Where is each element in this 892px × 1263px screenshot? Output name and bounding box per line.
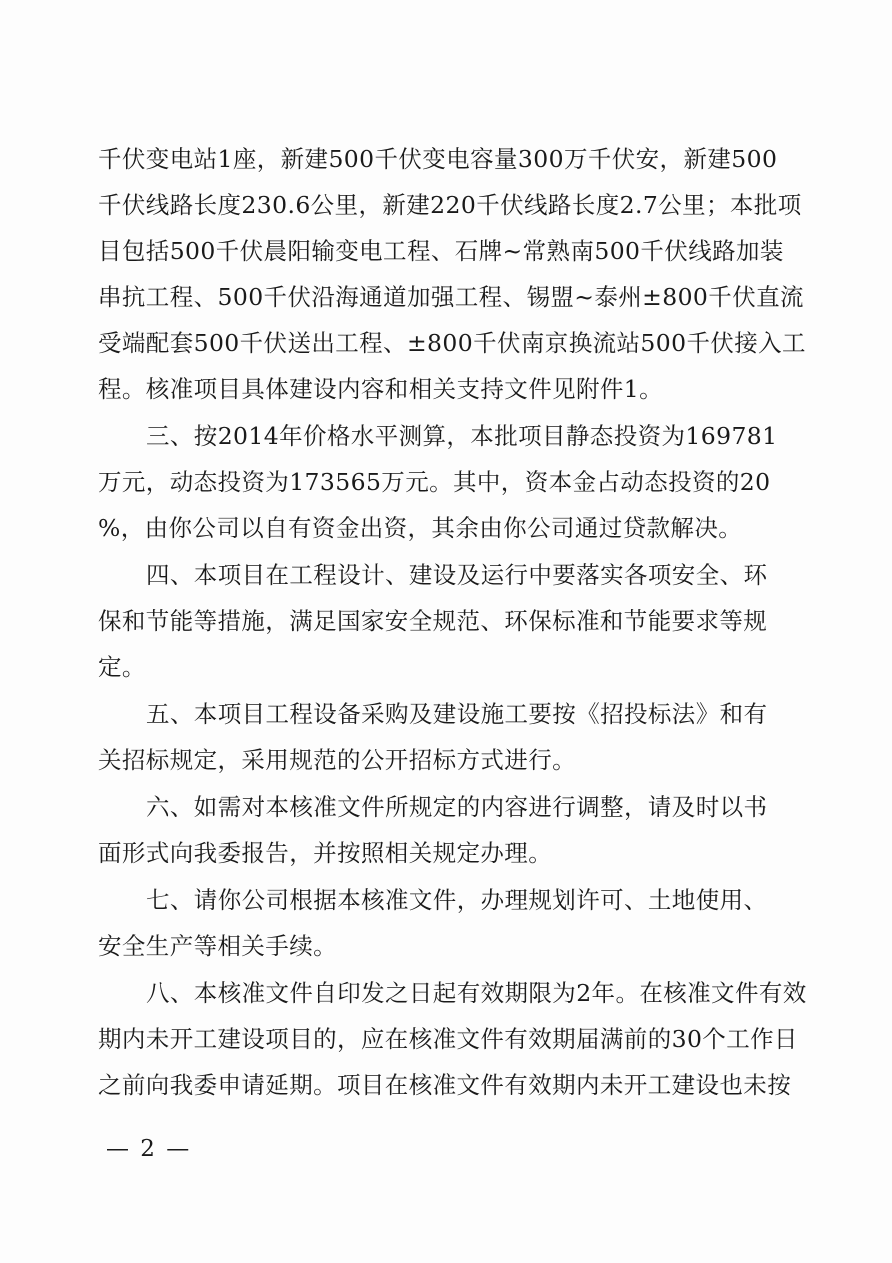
text-line: 程。核准项目具体建设内容和相关支持文件见附件1。	[98, 375, 664, 403]
text-line: 千伏变电站1座，新建500千伏变电容量300万千伏安，新建500	[98, 145, 778, 173]
paragraph-8-start: 八、本核准文件自印发之日起有效期限为2年。在核准文件有效	[146, 979, 807, 1007]
text-line: 关招标规定，采用规范的公开招标方式进行。	[98, 746, 576, 774]
text-line: 万元，动态投资为173565万元。其中，资本金占动态投资的20	[98, 468, 771, 496]
text-line: 千伏线路长度230.6公里，新建220千伏线路长度2.7公里；本批项	[98, 191, 802, 219]
text-line: 保和节能等措施，满足国家安全规范、环保标准和节能要求等规	[98, 607, 768, 635]
page-number: — 2 —	[106, 1136, 192, 1162]
paragraph-6-start: 六、如需对本核准文件所规定的内容进行调整，请及时以书	[146, 793, 768, 821]
document-body	[98, 136, 807, 1108]
text-line: 安全生产等相关手续。	[98, 932, 337, 960]
text-line: 面形式向我委报告，并按照相关规定办理。	[98, 839, 553, 867]
text-line: 之前向我委申请延期。项目在核准文件有效期内未开工建设也未按	[98, 1071, 792, 1099]
paragraph-4-start: 四、本项目在工程设计、建设及运行中要落实各项安全、环	[146, 561, 768, 589]
text-line: 串抗工程、500千伏沿海通道加强工程、锡盟~泰州±800千伏直流	[98, 283, 804, 311]
paragraph-5-start: 五、本项目工程设备采购及建设施工要按《招投标法》和有	[146, 700, 768, 728]
text-line: 受端配套500千伏送出工程、±800千伏南京换流站500千伏接入工	[98, 329, 806, 357]
paragraph-3-start: 三、按2014年价格水平测算，本批项目静态投资为169781	[146, 422, 778, 450]
text-line: 期内未开工建设项目的，应在核准文件有效期届满前的30个工作日	[98, 1025, 798, 1053]
paragraph-7-start: 七、请你公司根据本核准文件，办理规划许可、土地使用、	[146, 886, 768, 914]
text-line: 目包括500千伏晨阳输变电工程、石牌~常熟南500千伏线路加装	[98, 237, 784, 265]
text-line: 定。	[98, 653, 146, 681]
text-line: %，由你公司以自有资金出资，其余由你公司通过贷款解决。	[98, 514, 743, 542]
